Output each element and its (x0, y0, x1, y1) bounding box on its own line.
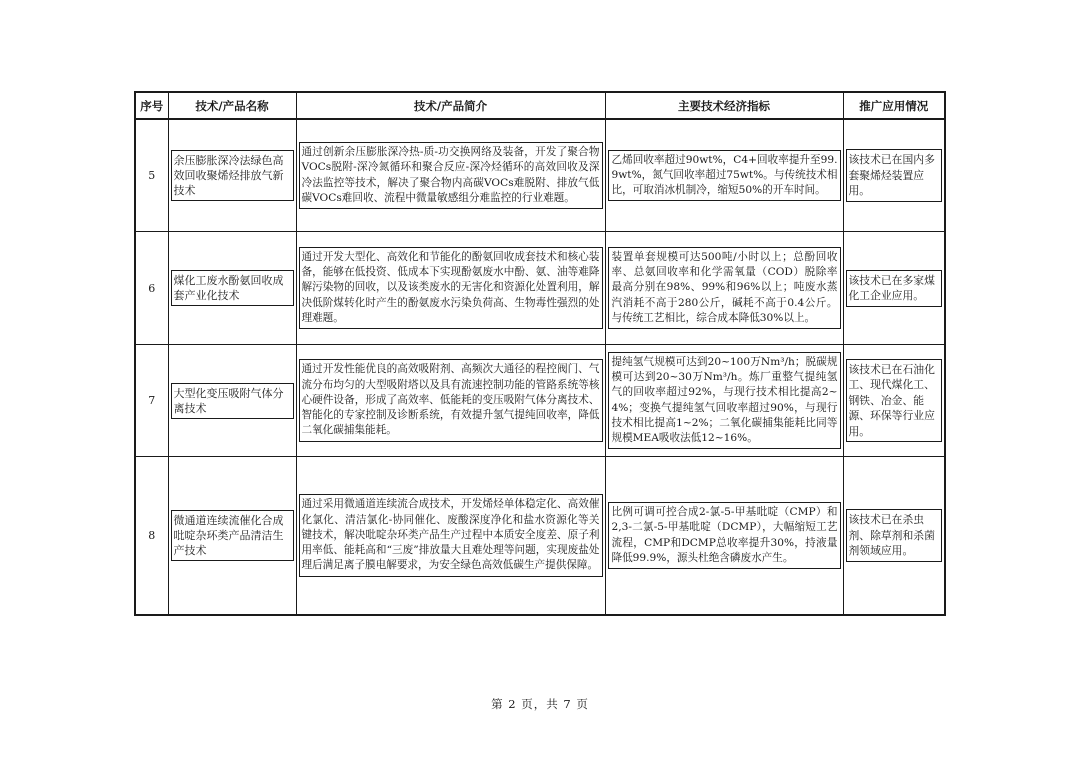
name-cell (168, 119, 296, 232)
header-indicators: 主要技术经济指标 (605, 92, 843, 119)
tech-name: 煤化工废水酚氨回收成套产业化技术 (171, 270, 294, 306)
tech-indicators: 提纯氢气规模可达到20~100万Nm³/h；脱碳规模可达到20~30万Nm³/h。炼厂重整气提纯氢气的回收率超过92%，与现行技术相比提高2~4%；变换气提纯氢气回收率超过90%，与现行技术相比提高1~2%；二氧化碳捕集能耗比同等规模MEA吸收法低12~16%。 (608, 352, 841, 449)
table-row (135, 457, 945, 616)
header-no: 序号 (135, 92, 168, 119)
table-row (135, 345, 945, 457)
tech-indicators: 装置单套规模可达500吨/小时以上；总酚回收率、总氨回收率和化学需氧量（COD）脱除率最高分别在98%、99%和96%以上；吨废水蒸汽消耗不高于280公斤，碱耗不高于0.4公斤。与传统工艺相比，综合成本降低30%以上。 (608, 247, 841, 329)
tech-status: 该技术已在杀虫剂、除草剂和杀菌剂领域应用。 (846, 509, 943, 562)
table-row (135, 232, 945, 345)
row-number: 5 (135, 119, 168, 232)
status-cell (843, 345, 945, 457)
intro-cell (296, 457, 605, 616)
status-cell (843, 232, 945, 345)
tech-indicators: 比例可调可控合成2-氯-5-甲基吡啶（CMP）和2,3-二氯-5-甲基吡啶（DCMP），大幅缩短工艺流程，CMP和DCMP总收率提升30%，持液量降低99.9%，源头杜绝含磷废水产生。 (608, 502, 841, 569)
row-number: 8 (135, 457, 168, 616)
indicators-cell (605, 345, 843, 457)
row-number: 7 (135, 345, 168, 457)
indicators-cell (605, 119, 843, 232)
intro-cell (296, 119, 605, 232)
intro-cell (296, 345, 605, 457)
tech-intro: 通过创新余压膨胀深冷热-质-功交换网络及装备，开发了聚合物VOCs脱附-深冷氮循环和聚合反应-深冷烃循环的高效回收及深冷法监控等技术，解决了聚合物内高碳VOCs难脱附、排放气低碳VOCs难回收、流程中微量敏感组分难监控的行业难题。 (299, 142, 603, 209)
status-cell (843, 119, 945, 232)
tech-name: 大型化变压吸附气体分离技术 (171, 383, 294, 419)
indicators-cell (605, 457, 843, 616)
page-footer: 第 2 页，共 7 页 (491, 697, 589, 711)
tech-intro: 通过开发性能优良的高效吸附剂、高频次大通径的程控阀门、气流分布均匀的大型吸附塔以及具有流速控制功能的管路系统等核心硬件设备，形成了高效率、低能耗的变压吸附气体分离技术、智能化的专家控制及诊断系统，有效提升氢气提纯回收率，降低二氧化碳捕集能耗。 (299, 359, 603, 441)
name-cell (168, 457, 296, 616)
tech-name: 微通道连续流催化合成吡啶杂环类产品清洁生产技术 (171, 510, 294, 561)
header-status: 推广应用情况 (843, 92, 945, 119)
status-cell (843, 457, 945, 616)
row-number: 6 (135, 232, 168, 345)
header-intro: 技术/产品简介 (296, 92, 605, 119)
technology-table (134, 91, 946, 616)
tech-status: 该技术已在多家煤化工企业应用。 (846, 270, 943, 307)
table-row (135, 119, 945, 232)
intro-cell (296, 232, 605, 345)
name-cell (168, 232, 296, 345)
tech-status: 该技术已在石油化工、现代煤化工、钢铁、冶金、能源、环保等行业应用。 (846, 359, 943, 443)
header-name: 技术/产品名称 (168, 92, 296, 119)
table-header-row (135, 92, 945, 119)
name-cell (168, 345, 296, 457)
tech-intro: 通过开发大型化、高效化和节能化的酚氨回收成套技术和核心装备，能够在低投资、低成本下实现酚氨废水中酚、氨、油等难降解污染物的回收，以及该类废水的无害化和资源化处置利用，解决低阶煤转化时产生的酚氨废水污染负荷高、生物毒性强烈的处理难题。 (299, 247, 603, 329)
tech-intro: 通过采用微通道连续流合成技术，开发烯烃单体稳定化、高效催化氯化、清洁氯化-协同催化、废酸深度净化和盐水资源化等关键技术，解决吡啶杂环类产品生产过程中本质安全度差、原子利用率低、能耗高和“三废”排放量大且难处理等问题，实现废盐处理后满足离子膜电解要求，为安全绿色高效低碳生产提供保障。 (299, 494, 603, 576)
indicators-cell (605, 232, 843, 345)
tech-status: 该技术已在国内多套聚烯烃装置应用。 (846, 149, 943, 202)
tech-indicators: 乙烯回收率超过90wt%，C4+回收率提升至99.9wt%，氮气回收率超过75wt%。与传统技术相比，可取消冰机制冷，缩短50%的开车时间。 (608, 150, 841, 202)
tech-name: 余压膨胀深冷法绿色高效回收聚烯烃排放气新技术 (171, 150, 294, 201)
